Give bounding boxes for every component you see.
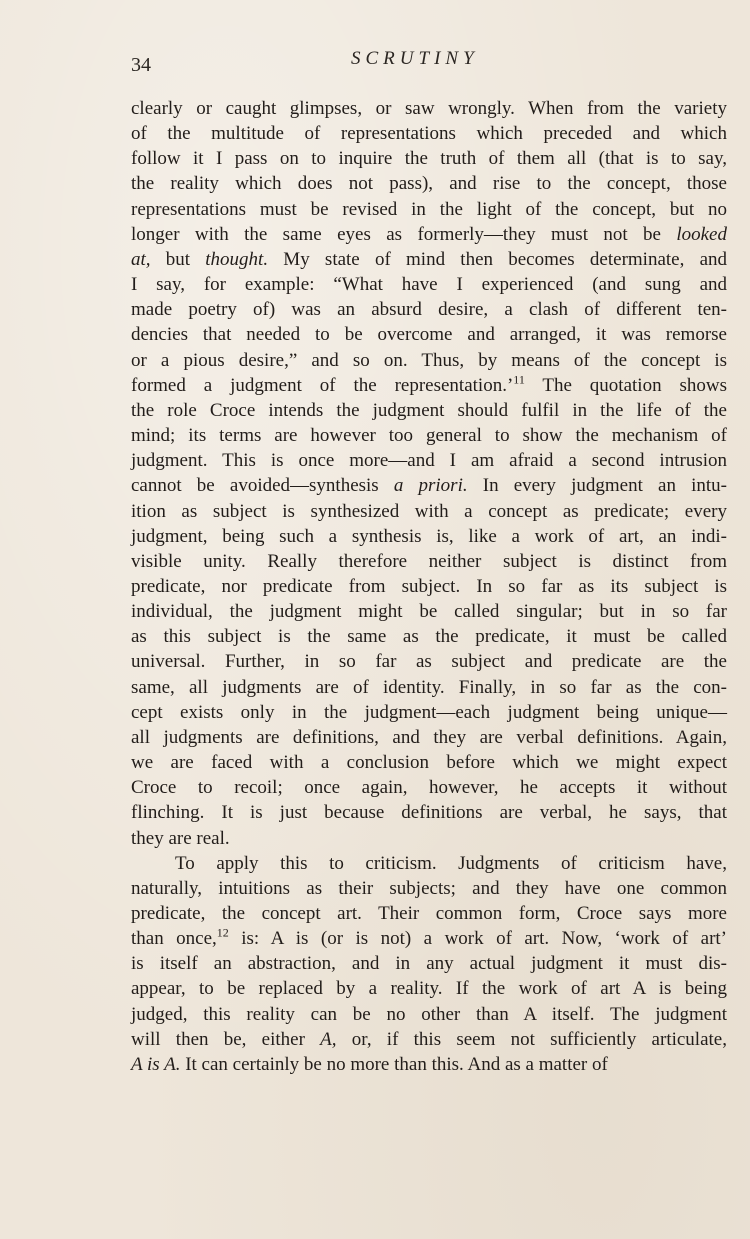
italic-text: looked	[676, 223, 727, 245]
text-line: the role Croce intends the judgment should fulfil in the life of the	[131, 399, 727, 421]
footnote-ref: 11	[513, 372, 525, 387]
footnote-ref: 12	[216, 925, 229, 940]
paragraph	[131, 851, 727, 1077]
text-line: clearly or caught glimpses, or saw wrongly. When from the variety	[131, 98, 727, 119]
text-line: judgment, being such a synthesis is, like a work of art, an indi-	[131, 525, 727, 547]
text-line: of the multitude of representations which preceded and which	[131, 123, 727, 145]
paragraph	[131, 96, 727, 851]
text-line: I say, for example: “What have I experienced (and sung and	[131, 274, 727, 296]
text-line: all judgments are definitions, and they are verbal definitions. Again,	[131, 726, 727, 748]
text-line: judgment. This is once more—and I am afraid a second intrusion	[131, 450, 727, 472]
text-line: appear, to be replaced by a reality. If the work of art A is being	[131, 978, 727, 1000]
text-line: same, all judgments are of identity. Finally, in so far as the con-	[131, 676, 727, 698]
text-line: flinching. It is just because definitions are verbal, he says, that	[131, 802, 727, 824]
text-line: representations must be revised in the light of the concept, but no	[131, 198, 727, 220]
text-line: we are faced with a conclusion before which we might expect	[131, 752, 727, 774]
text-line: visible unity. Really therefore neither subject is distinct from	[131, 550, 727, 572]
text-line: Croce to recoil; once again, however, he accepts it without	[131, 777, 727, 799]
text-line: ition as subject is synthesized with a concept as predicate; every	[131, 500, 727, 522]
italic-text: A,	[320, 1028, 337, 1050]
text-line: judged, this reality can be no other than A itself. The judgment	[131, 1003, 727, 1025]
text-line: formed a judgment of the representation.’$^{11}$ The quotation shows	[131, 372, 727, 396]
page-header	[131, 48, 727, 78]
body-text	[131, 96, 727, 1077]
text-line: To apply this to criticism. Judgments of criticism have,	[175, 852, 727, 874]
italic-text: a priori.	[393, 475, 468, 497]
text-line: universal. Further, in so far as subject and predicate are the	[131, 651, 727, 673]
text-line: as this subject is the same as the predicate, it must be called	[131, 626, 727, 648]
text-line: predicate, the concept art. Their common form, Croce says more	[131, 903, 727, 924]
text-line: at, but thought. My state of mind then becomes determinate, and	[131, 248, 728, 270]
text-line: cept exists only in the judgment—each judgment being unique—	[131, 701, 727, 723]
text-line: A is A. It can certainly be no more than this. And as a matter of	[131, 1053, 608, 1075]
text-line: dencies that needed to be overcome and arranged, it was remorse	[131, 324, 727, 346]
text-line: the reality which does not pass), and rise to the concept, those	[131, 173, 727, 195]
italic-text: A is A.	[131, 1053, 181, 1075]
text-line: will then be, either A, or, if this seem not sufficiently articulate,	[131, 1028, 727, 1050]
text-line: they are real.	[131, 827, 230, 849]
text-line: longer with the same eyes as formerly—they must not be looked	[131, 223, 727, 245]
text-line: predicate, nor predicate from subject. In so far as its subject is	[131, 575, 727, 597]
text-line: than once,$^{12}$ is: A is (or is not) a work of art. Now, ‘work of art’	[131, 925, 728, 950]
text-line: mind; its terms are however too general to show the mechanism of	[131, 425, 727, 447]
italic-text: thought.	[205, 248, 269, 270]
running-head: SCRUTINY	[351, 48, 479, 69]
text-line: is itself an abstraction, and in any actual judgment it must dis-	[131, 953, 727, 975]
text-line: cannot be avoided—synthesis a priori. In every judgment an intu-	[131, 475, 727, 497]
text-line: naturally, intuitions as their subjects; and they have one common	[131, 877, 727, 899]
italic-text: at,	[131, 248, 151, 270]
text-line: or a pious desire,” and so on. Thus, by means of the concept is	[131, 349, 727, 371]
page-number: 34	[131, 54, 151, 76]
text-line: individual, the judgment might be called singular; but in so far	[131, 601, 727, 623]
text-line: made poetry of) was an absurd desire, a clash of different ten-	[131, 299, 727, 321]
text-line: follow it I pass on to inquire the truth of them all (that is to say,	[131, 148, 727, 170]
